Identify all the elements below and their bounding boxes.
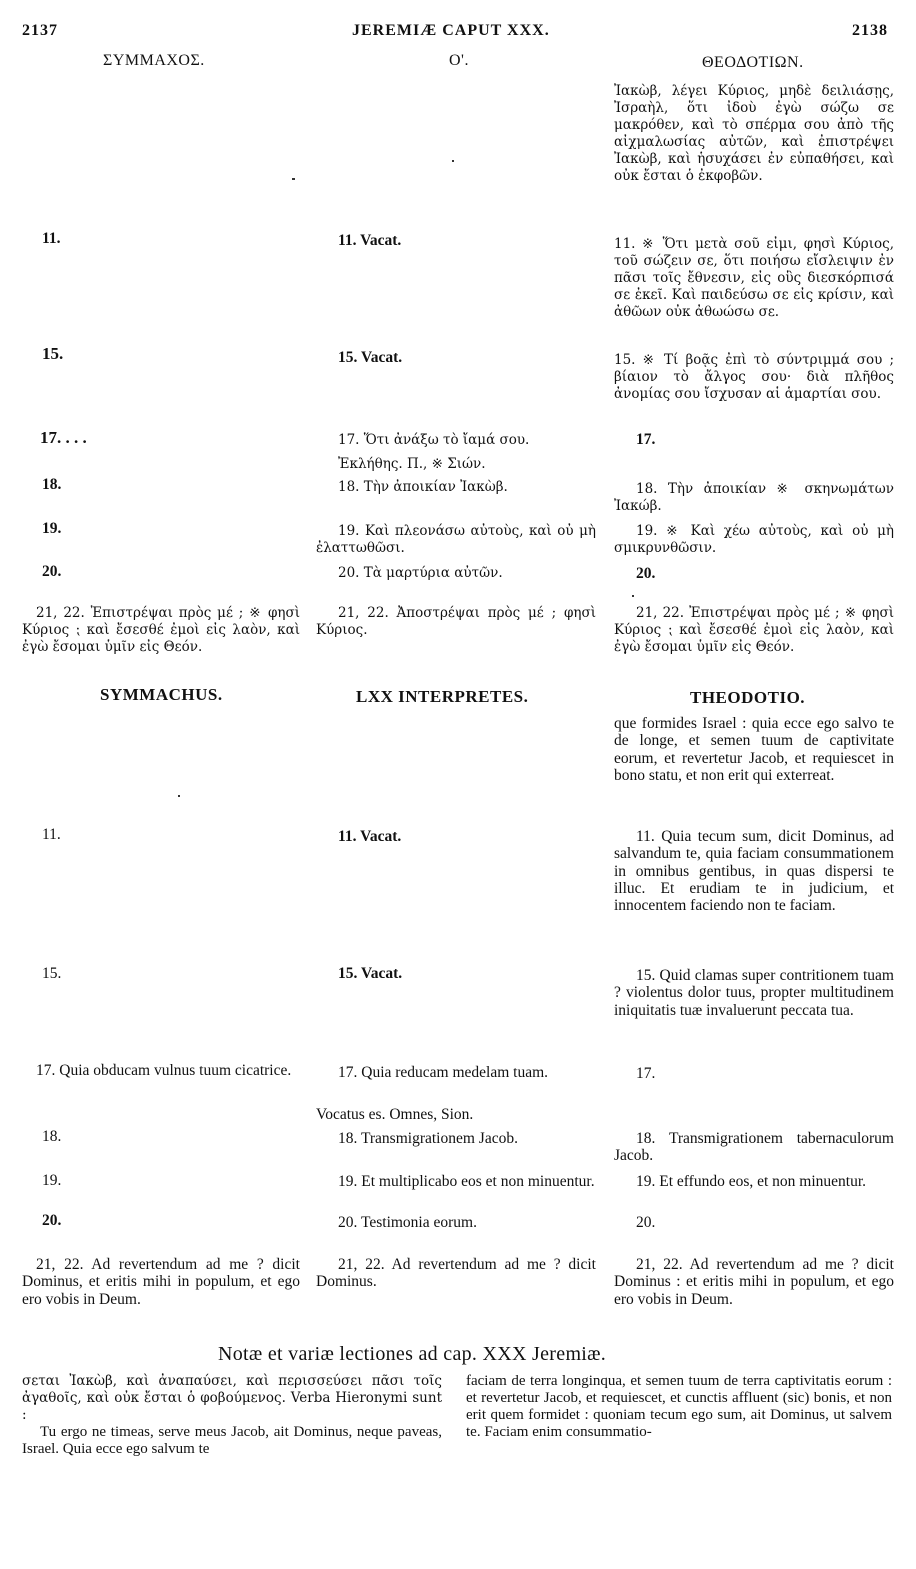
latin-theo-v18: 18. Transmigrationem tabernaculorum Jacob. bbox=[614, 1130, 894, 1165]
latin-lxx-v15: 15. Vacat. bbox=[338, 965, 403, 982]
greek-sym-v17: 17. . . . bbox=[40, 428, 87, 447]
latin-lxx-v11: 11. Vacat. bbox=[338, 828, 402, 845]
latin-sym-v21-22: 21, 22. Ad revertendum ad me ? dicit Dominus, et eritis mihi in populum, et ego ero vobis in Deum. bbox=[22, 1256, 300, 1308]
latin-lxx-v17: 17. Quia reducam medelam tuam. bbox=[338, 1064, 549, 1081]
greek-theo-v21-22: 21, 22. Ἐπιστρέψαι πρὸς μέ ; ※ φησὶ Κύριος ⁏ καὶ ἔσεσθέ ἐμοὶ εἰς λαὸν, καὶ ἐγὼ ἔσομαι ὑμῖν εἰς Θεόν. bbox=[614, 605, 894, 655]
heading-theodotion-greek: ΘΕΟΔΟΤΙΩΝ. bbox=[702, 54, 804, 71]
print-speck bbox=[632, 595, 634, 597]
latin-theo-v11: 11. Quia tecum sum, dicit Dominus, ad salvandum te, quia faciam consummationem in omnibus gentibus, in quas dispersi te illuc. Et erudiam te in judicium, et innocentem faciendo non te faciam. bbox=[614, 828, 894, 915]
greek-lxx-v17-note: Ἐκλήθης. Π., ※ Σιών. bbox=[338, 456, 486, 472]
notes-left-latin: Tu ergo ne timeas, serve meus Jacob, ait Dominus, neque paveas, Israel. Quia ecce ego salvum te bbox=[22, 1424, 442, 1457]
latin-sym-v18: 18. bbox=[42, 1128, 62, 1145]
latin-lxx-v20: 20. Testimonia eorum. bbox=[338, 1214, 477, 1231]
greek-lxx-v21-22: 21, 22. Ἀποστρέψαι πρὸς μέ ; φησὶ Κύριος. bbox=[316, 605, 596, 638]
notes-title: Notæ et variæ lectiones ad cap. XXX Jeremiæ. bbox=[218, 1343, 607, 1365]
print-speck bbox=[178, 795, 180, 797]
latin-sym-v20: 20. bbox=[42, 1212, 62, 1229]
latin-sym-v11: 11. bbox=[42, 826, 61, 843]
greek-lxx-v20: 20. Τὰ μαρτύρια αὐτῶν. bbox=[338, 565, 503, 581]
latin-lxx-v17-note: Vocatus es. Omnes, Sion. bbox=[316, 1106, 474, 1123]
latin-sym-v19: 19. bbox=[42, 1172, 62, 1189]
theodotion-greek-intro: Ἰακὼβ, λέγει Κύριος, μηδὲ δειλιάσῃς, Ἰσραὴλ, ὅτι ἰδοὺ ἐγὼ σώζω σε μακρόθεν, καὶ τὸ σπέρμα σου ἀπὸ τῆς αἰχμαλωσίας αὐτῶν, καὶ ἐπιστρέψει Ἰακὼβ, καὶ ἡσυχάσει ἐν εὐπαθήσει, καὶ οὐκ ἔσται ὁ ἐκφοβῶν. bbox=[614, 83, 894, 184]
greek-lxx-v19: 19. Καὶ πλεονάσω αὐτοὺς, καὶ οὐ μὴ ἐλαττωθῶσι. bbox=[316, 523, 596, 556]
page-number-right: 2138 bbox=[852, 22, 888, 39]
greek-theo-v18: 18. Τὴν ἀποικίαν ※ σκηνωμάτων Ἰακώβ. bbox=[614, 481, 894, 514]
notes-left-column bbox=[22, 1373, 442, 1458]
latin-theo-v20: 20. bbox=[636, 1214, 656, 1231]
notes-right-column: faciam de terra longinqua, et semen tuum de terra captivitatis eorum : et revertetur Jacob, et requiescet, et cunctis affluent (sic) bonis, et non erit quem formidet : quoniam tecum ego sum, ait Dominus, ut salvem te. Faciam enim consummatio- bbox=[466, 1373, 892, 1440]
greek-lxx-v17: 17. Ὅτι ἀνάξω τὸ ἴαμά σου. bbox=[338, 432, 530, 448]
notes-left-greek: σεται Ἰακὼβ, καὶ ἀναπαύσει, καὶ περισσεύσει πᾶσι τοῖς ἀγαθοῖς, καὶ οὐκ ἔσται ὁ φοβούμενος. Verba Hieronymi sunt : bbox=[22, 1373, 442, 1423]
greek-lxx-v15: 15. Vacat. bbox=[338, 349, 403, 366]
print-speck bbox=[452, 160, 454, 162]
latin-theo-v21-22: 21, 22. Ad revertendum ad me ? dicit Dominus : et eritis mihi in populum, et ego ero vobis in Deum. bbox=[614, 1256, 894, 1308]
greek-theo-v20: 20. bbox=[636, 565, 656, 582]
greek-sym-v20: 20. bbox=[42, 563, 62, 580]
print-speck bbox=[292, 178, 295, 180]
latin-theo-v15: 15. Quid clamas super contritionem tuam ? violentus dolor tuus, propter multitudinem iniquitatis tuæ invaluerunt peccata tua. bbox=[614, 967, 894, 1019]
heading-lxx-greek: Ο'. bbox=[449, 52, 469, 69]
greek-sym-v15: 15. bbox=[42, 344, 64, 363]
greek-theo-v11: 11. ※ Ὅτι μετὰ σοῦ εἰμι, φησὶ Κύριος, τοῦ σώζειν σε, ὅτι ποιήσω εἴσλειψιν ἐν πᾶσι τοῖς ἔθνεσιν, εἰς οὓς διεσκόρπισά σε ἐκεῖ. Καὶ παιδεύσω σε εἰς κρίσιν, καὶ ἀθῶων οὐκ ἀθωώσω σε. bbox=[614, 236, 894, 320]
latin-lxx-v19: 19. Et multiplicabo eos et non minuentur. bbox=[338, 1173, 595, 1190]
greek-sym-v11: 11. bbox=[42, 230, 61, 247]
latin-sym-v15: 15. bbox=[42, 965, 62, 982]
heading-symmachus-latin: SYMMACHUS. bbox=[100, 685, 223, 704]
greek-sym-v21-22: 21, 22. Ἐπιστρέψαι πρὸς μέ ; ※ φησὶ Κύριος ⁏ καὶ ἔσεσθέ ἐμοὶ εἰς λαὸν, καὶ ἐγὼ ἔσομαι ὑμῖν εἰς Θεόν. bbox=[22, 605, 300, 655]
latin-lxx-v18: 18. Transmigrationem Jacob. bbox=[338, 1130, 518, 1147]
running-title: JEREMIÆ CAPUT XXX. bbox=[352, 22, 550, 39]
latin-sym-v17: 17. Quia obducam vulnus tuum cicatrice. bbox=[36, 1062, 292, 1079]
page-number-left: 2137 bbox=[22, 22, 58, 39]
greek-sym-v19: 19. bbox=[42, 520, 62, 537]
greek-lxx-v11: 11. Vacat. bbox=[338, 232, 402, 249]
heading-symmachus-greek: ΣΥΜΜΑΧΟΣ. bbox=[103, 52, 205, 69]
heading-lxx-latin: LXX INTERPRETES. bbox=[356, 687, 529, 706]
greek-theo-v19: 19. ※ Καὶ χέω αὐτοὺς, καὶ οὐ μὴ σμικρυνθῶσιν. bbox=[614, 523, 894, 556]
greek-sym-v18: 18. bbox=[42, 476, 62, 493]
theodotion-latin-intro: que formides Israel : quia ecce ego salvo te de longe, et semen tuum de captivitate eorum, et revertetur Jacob, et requiescet in bono statu, et non erit qui exterreat. bbox=[614, 715, 894, 784]
greek-theo-v17: 17. bbox=[636, 431, 656, 448]
heading-theodotion-latin: THEODOTIO. bbox=[690, 688, 806, 707]
latin-lxx-v21-22: 21, 22. Ad revertendum ad me ? dicit Dominus. bbox=[316, 1256, 596, 1291]
latin-theo-v17: 17. bbox=[636, 1065, 656, 1082]
latin-theo-v19: 19. Et effundo eos, et non minuentur. bbox=[636, 1173, 867, 1190]
greek-lxx-v18: 18. Τὴν ἀποικίαν Ἰακὼβ. bbox=[338, 479, 508, 495]
greek-theo-v15: 15. ※ Τί βοᾷς ἐπὶ τὸ σύντριμμά σου ; βίαιον τὸ ἄλγος σου· διὰ πλῆθος ἀνομίας σου ἴσχυσαν αἱ ἁμαρτίαι σου. bbox=[614, 352, 894, 402]
